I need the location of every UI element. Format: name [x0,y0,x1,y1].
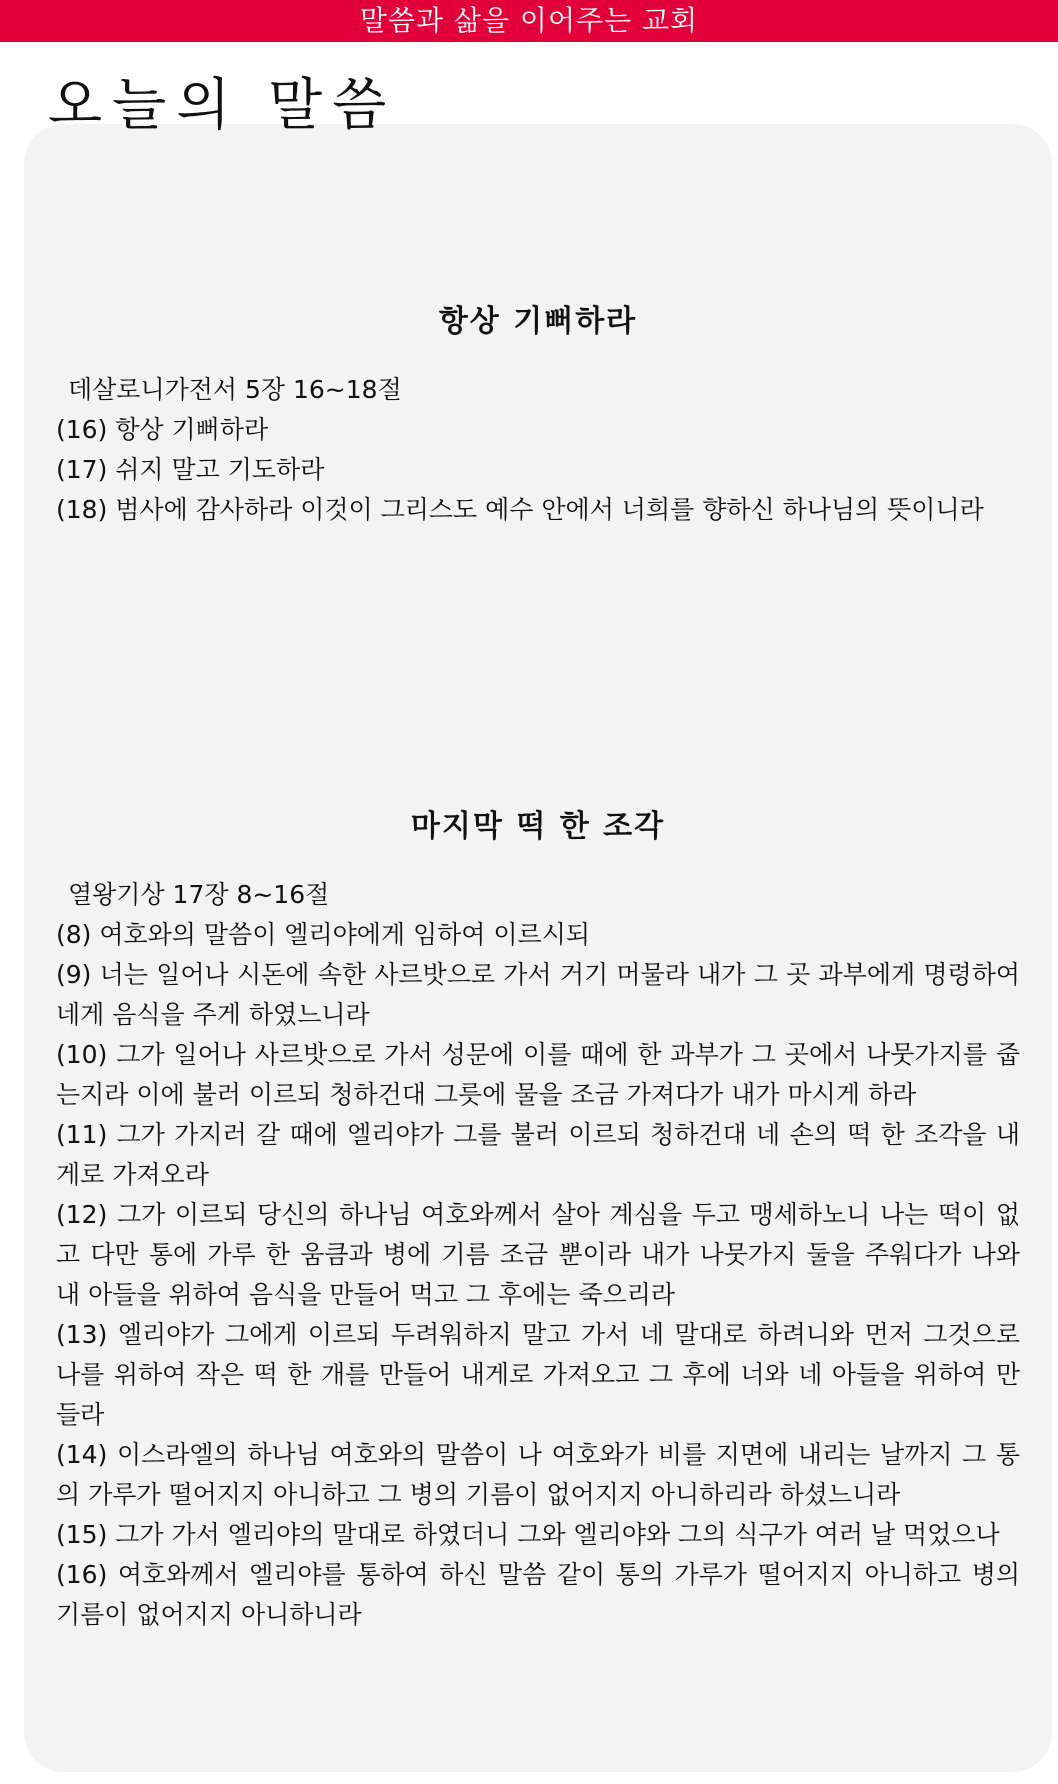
verse: (11) 그가 가지러 갈 때에 엘리야가 그를 불러 이르되 청하건대 네 손의 떡 한 조각을 내게로 가져오라 [56,1120,1020,1189]
passage-section [56,807,1020,1635]
passage-title: 항상 기뻐하라 [438,304,638,339]
banner-text: 말씀과 삶을 이어주는 교회 [359,4,699,37]
verse: (15) 그가 가서 엘리야의 말대로 하였더니 그와 엘리야와 그의 식구가 여러 날 먹었으나 [56,1520,1000,1549]
verse: (14) 이스라엘의 하나님 여호와의 말씀이 나 여호와가 비를 지면에 내리는 날까지 그 통의 가루가 떨어지지 아니하고 그 병의 기름이 없어지지 아니하리라 하셨느니라 [56,1440,1020,1509]
verse: (10) 그가 일어나 사르밧으로 가서 성문에 이를 때에 한 과부가 그 곳에서 나뭇가지를 줍는지라 이에 불러 이르되 청하건대 그릇에 물을 조금 가져다가 내가 마시게 하라 [56,1040,1020,1109]
content-card [24,124,1052,1772]
passage-section [56,302,1020,530]
passage-reference: 열왕기상 17장 8~16절 [68,880,330,909]
passage-reference: 데살로니가전서 5장 16~18절 [68,375,402,404]
verse: (16) 여호와께서 엘리야를 통하여 하신 말씀 같이 통의 가루가 떨어지지 아니하고 병의 기름이 없어지지 아니하니라 [56,1560,1020,1629]
verse: (16) 항상 기뻐하라 [56,415,269,444]
verse: (12) 그가 이르되 당신의 하나님 여호와께서 살아 계심을 두고 맹세하노니 나는 떡이 없고 다만 통에 가루 한 움큼과 병에 기름 조금 뿐이라 내가 나뭇가지 둘을 주워다가 나와 내 아들을 위하여 음식을 만들어 먹고 그 후에는 죽으리라 [56,1200,1020,1309]
page-title: 오늘의 말씀 [48,73,397,138]
verse: (17) 쉬지 말고 기도하라 [56,455,325,484]
verse: (9) 너는 일어나 시돈에 속한 사르밧으로 가서 거기 머물라 내가 그 곳 과부에게 명령하여 네게 음식을 주게 하였느니라 [56,960,1020,1029]
verse: (8) 여호와의 말씀이 엘리야에게 임하여 이르시되 [56,920,590,949]
top-banner [0,0,1058,42]
verse: (18) 범사에 감사하라 이것이 그리스도 예수 안에서 너희를 향하신 하나님의 뜻이니라 [56,495,984,524]
passage-title: 마지막 떡 한 조각 [410,809,666,844]
verse: (13) 엘리야가 그에게 이르되 두려워하지 말고 가서 네 말대로 하려니와 먼저 그것으로 나를 위하여 작은 떡 한 개를 만들어 내게로 가져오고 그 후에 너와 네 아들을 위하여 만들라 [56,1320,1020,1429]
